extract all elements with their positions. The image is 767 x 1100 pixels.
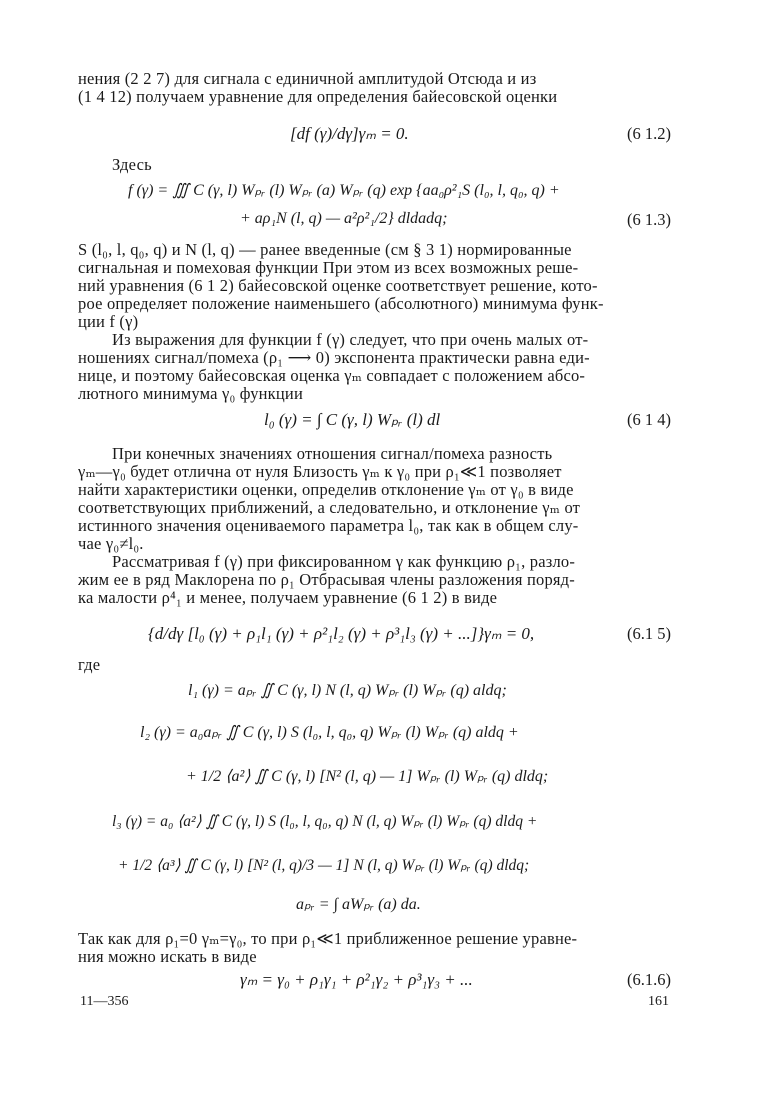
formula-apr: [0, 890, 767, 920]
equation-6-1-6: [0, 968, 767, 994]
formula-l1: [0, 676, 767, 706]
text-line: рое определяет положение наименьшего (абсолютного) минимума функ-: [78, 295, 604, 313]
formula: + aρ₁N (l, q) — a²ρ²₁/2} dldadq;: [240, 210, 448, 227]
text-line: нице, и поэтому байесовская оценка γₘ совпадает с положением абсо-: [78, 367, 586, 385]
text-line: S (l₀, l, q₀, q) и N (l, q) — ранее введенные (см § 3 1) нормированные: [78, 241, 572, 259]
formula: f (γ) = ∭ C (γ, l) Wₚᵣ (l) Wₚᵣ (a) Wₚᵣ (q) exp {aa₀ρ²₁S (l₀, l, q₀, q) +: [128, 182, 560, 199]
text-line: жим ее в ряд Маклорена по ρ₁ Отбрасывая члены разложения поряд-: [78, 571, 575, 589]
text-line: найти характеристики оценки, определив отклонение γₘ от γ₀ в виде: [78, 481, 574, 499]
text-line: При конечных значениях отношения сигнал/помеха разность: [112, 445, 553, 463]
equation-number: (6 1.2): [627, 124, 671, 143]
text-line: ний уравнения (6 1 2) байесовской оценке соответствует решение, кото-: [78, 277, 598, 295]
formula-l3-line1: [0, 808, 767, 838]
text-line: лютного минимума γ₀ функции: [78, 385, 303, 403]
formula: + 1/2 ⟨a³⟩ ∬ C (γ, l) [N² (l, q)/3 — 1] N (l, q) Wₚᵣ (l) Wₚᵣ (q) dldq;: [118, 857, 530, 874]
text-line: Так как для ρ₁=0 γₘ=γ₀, то при ρ₁≪1 приближенное решение уравне-: [78, 930, 578, 948]
formula: [df (γ)/dγ]γₘ = 0.: [290, 124, 409, 143]
text-line: γₘ—γ₀ будет отлична от нуля Близость γₘ к γ₀ при ρ₁≪1 позволяет: [78, 463, 562, 481]
formula-l3-line2: [0, 852, 767, 882]
printer-signature: 11—356: [80, 994, 129, 1009]
text-line: ции f (γ): [78, 313, 139, 331]
equation-number: (6 1 4): [627, 410, 671, 429]
text-line: чае γ₀≠l₀.: [78, 535, 144, 553]
text-line: Из выражения для функции f (γ) следует, что при очень малых от-: [112, 331, 589, 349]
equation-6-1-3: [0, 180, 767, 240]
text-line: истинного значения оцениваемого параметра l₀, так как в общем слу-: [78, 517, 579, 535]
formula: l₂ (γ) = a₀aₚᵣ ∬ C (γ, l) S (l₀, l, q₀, q) Wₚᵣ (l) Wₚᵣ (q) aldq +: [140, 724, 519, 741]
text-line: ния можно искать в виде: [78, 948, 257, 966]
equation-number: (6.1.6): [627, 970, 671, 989]
text-line: соответствующих приближений, а следовательно, и отклонение γₘ от: [78, 499, 581, 517]
equation-number: (6 1.3): [627, 210, 671, 229]
text-line: Здесь: [112, 156, 152, 174]
formula: + 1/2 ⟨a²⟩ ∬ C (γ, l) [N² (l, q) — 1] Wₚᵣ (l) Wₚᵣ (q) dldq;: [186, 768, 549, 785]
text-line: нения (2 2 7) для сигнала с единичной амплитудой Отсюда и из: [78, 70, 537, 88]
text-line: ка малости ρ⁴₁ и менее, получаем уравнение (6 1 2) в виде: [78, 589, 498, 607]
formula: l₀ (γ) = ∫ C (γ, l) Wₚᵣ (l) dl: [264, 410, 441, 429]
text-line: сигнальная и помеховая функции При этом из всех возможных реше-: [78, 259, 579, 277]
formula: aₚᵣ = ∫ aWₚᵣ (a) da.: [296, 896, 421, 913]
equation-6-1-5: [0, 620, 767, 654]
page-number: 161: [648, 994, 669, 1009]
text-line: Рассматривая f (γ) при фиксированном γ как функцию ρ₁, разло-: [112, 553, 576, 571]
formula: l₁ (γ) = aₚᵣ ∬ C (γ, l) N (l, q) Wₚᵣ (l) Wₚᵣ (q) aldq;: [188, 682, 507, 699]
formula-l2-line1: [0, 718, 767, 748]
equation-number: (6.1 5): [627, 624, 671, 643]
text-line: ношениях сигнал/помеха (ρ₁ ⟶ 0) экспонента практически равна еди-: [78, 349, 590, 367]
formula: γₘ = γ₀ + ρ₁γ₁ + ρ²₁γ₂ + ρ³₁γ₃ + ...: [240, 970, 473, 989]
formula: l₃ (γ) = a₀ ⟨a²⟩ ∬ C (γ, l) S (l₀, l, q₀, q) N (l, q) Wₚᵣ (l) Wₚᵣ (q) dldq +: [112, 813, 538, 830]
formula: {d/dγ [l₀ (γ) + ρ₁l₁ (γ) + ρ²₁l₂ (γ) + ρ³₁l₃ (γ) + ...]}γₘ = 0,: [148, 624, 535, 643]
equation-6-1-4: [0, 408, 767, 438]
text-line: (1 4 12) получаем уравнение для определения байесовской оценки: [78, 88, 558, 106]
text-line: где: [78, 656, 101, 674]
formula-l2-line2: [0, 762, 767, 792]
equation-6-1-2: [0, 118, 767, 154]
